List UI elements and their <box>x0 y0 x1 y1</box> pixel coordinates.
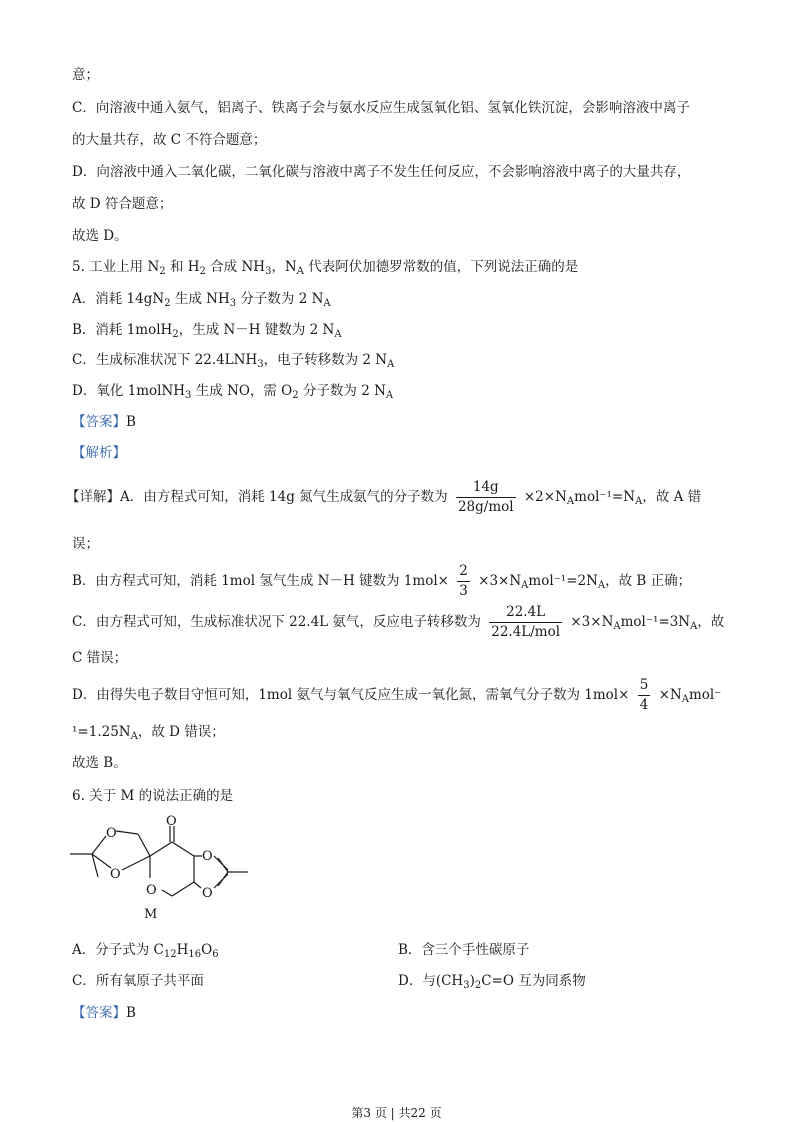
fraction: $\frac{2}{3}$ <box>459 563 468 599</box>
explanation-c: C．由方程式可知，生成标准状况下 22.4L 氨气，反应电子转移数为 $\frac{22.4L}{\text{22.4L/mol}}$ $\times 3\times N_Amol^{-1}=3N_A$，故 <box>72 604 725 640</box>
text-line: 故选 D。 <box>72 228 128 244</box>
answer-line <box>72 1003 136 1023</box>
option-d: D．氧化 1molNH$_3$ 生成 NO，需 $O_2$ 分子数为 2 $N_A$ <box>72 383 394 401</box>
text-line: 误； <box>72 536 99 552</box>
text-line: 故选 B。 <box>72 755 127 771</box>
text-line: 意； <box>72 67 99 83</box>
molecule-label: M <box>144 907 158 922</box>
explanation-d: D．由得失电子数目守恒可知，1mol 氨气与氧气反应生成一氧化氮，需氧气分子数为 1mol× $\frac{5}{4}$ $\times N_Amol^-$ <box>72 677 722 713</box>
text-line: C．向溶液中通入氨气，铝离子、铁离子会与氨水反应生成氢氧化铝、氢氧化铁沉淀，会影响溶液中离子 <box>72 100 690 116</box>
text-line: C 错误； <box>72 650 128 666</box>
atom-label: O <box>166 814 177 829</box>
explanation-a: 【详解】A．由方程式可知，消耗 14g 氮气生成氨气的分子数为 $\frac{14g}{\text{28g/mol}}$ $\times 2\times N_Amol^{-1}=N_A$，故 A 错 <box>66 479 702 515</box>
text-line: D．向溶液中通入二氧化碳，二氧化碳与溶液中离子不发生任何反应，不会影响溶液中离子的大量共存， <box>72 164 691 180</box>
atom-label: O <box>202 886 213 901</box>
atom-label: O <box>146 883 157 898</box>
fraction: $\frac{22.4L}{\text{22.4L/mol}}$ <box>491 604 561 640</box>
option-a: A．分子式为 $C_{12}H_{16}O_6$ <box>72 942 219 960</box>
atom-label: O <box>202 849 213 864</box>
atom-label: O <box>110 867 121 882</box>
option-b: B．含三个手性碳原子 <box>398 942 530 958</box>
question-6-stem: 6. 关于 M 的说法正确的是 <box>72 788 234 804</box>
text-line: 故 D 符合题意； <box>72 196 173 212</box>
text-line: $^1=1.25N_A$，故 D 错误； <box>72 724 225 742</box>
option-c: C．生成标准状况下 $22.4LNH_3$，电子转移数为 2 $N_A$ <box>72 352 395 370</box>
molecule-m-structure <box>68 812 258 922</box>
fraction: $\frac{14g}{\text{28g/mol}}$ <box>457 479 514 515</box>
option-d: D．与$(CH_3)_2C=O$ 互为同系物 <box>398 973 586 991</box>
answer-line <box>72 412 136 432</box>
answer-value: B <box>126 1005 136 1021</box>
analysis-line <box>72 443 126 463</box>
option-b: B．消耗 1molH$_2$，生成 N－H 键数为 2 $N_A$ <box>72 322 342 340</box>
page-footer: 第3 页 | 共22 页 <box>351 1106 442 1120</box>
text-line: 的大量共存，故 C 不符合题意； <box>72 132 267 148</box>
fraction: $\frac{5}{4}$ <box>639 677 649 713</box>
option-a: A．消耗 $14gN_2$ 生成 $NH_3$ 分子数为 2 $N_A$ <box>72 291 331 309</box>
answer-label: 【答案】 <box>72 1005 126 1021</box>
explanation-b: B．由方程式可知，消耗 1mol 氢气生成 N－H 键数为 1mol× $\frac{2}{3}$ $\times 3\times N_Amol^{-1}=2N_A$，故 B 正确； <box>72 563 692 599</box>
question-5-stem: 5. 工业上用 $N_2$ 和 $H_2$ 合成 $NH_3$，$N_A$ 代表阿伏加德罗常数的值，下列说法正确的是 <box>72 259 579 277</box>
answer-value: B <box>126 414 136 430</box>
option-c: C．所有氧原子共平面 <box>72 973 204 989</box>
atom-label: O <box>106 826 117 841</box>
analysis-label: 【解析】 <box>72 445 126 461</box>
detail-label: 【详解】 <box>66 489 120 505</box>
answer-label: 【答案】 <box>72 414 126 430</box>
